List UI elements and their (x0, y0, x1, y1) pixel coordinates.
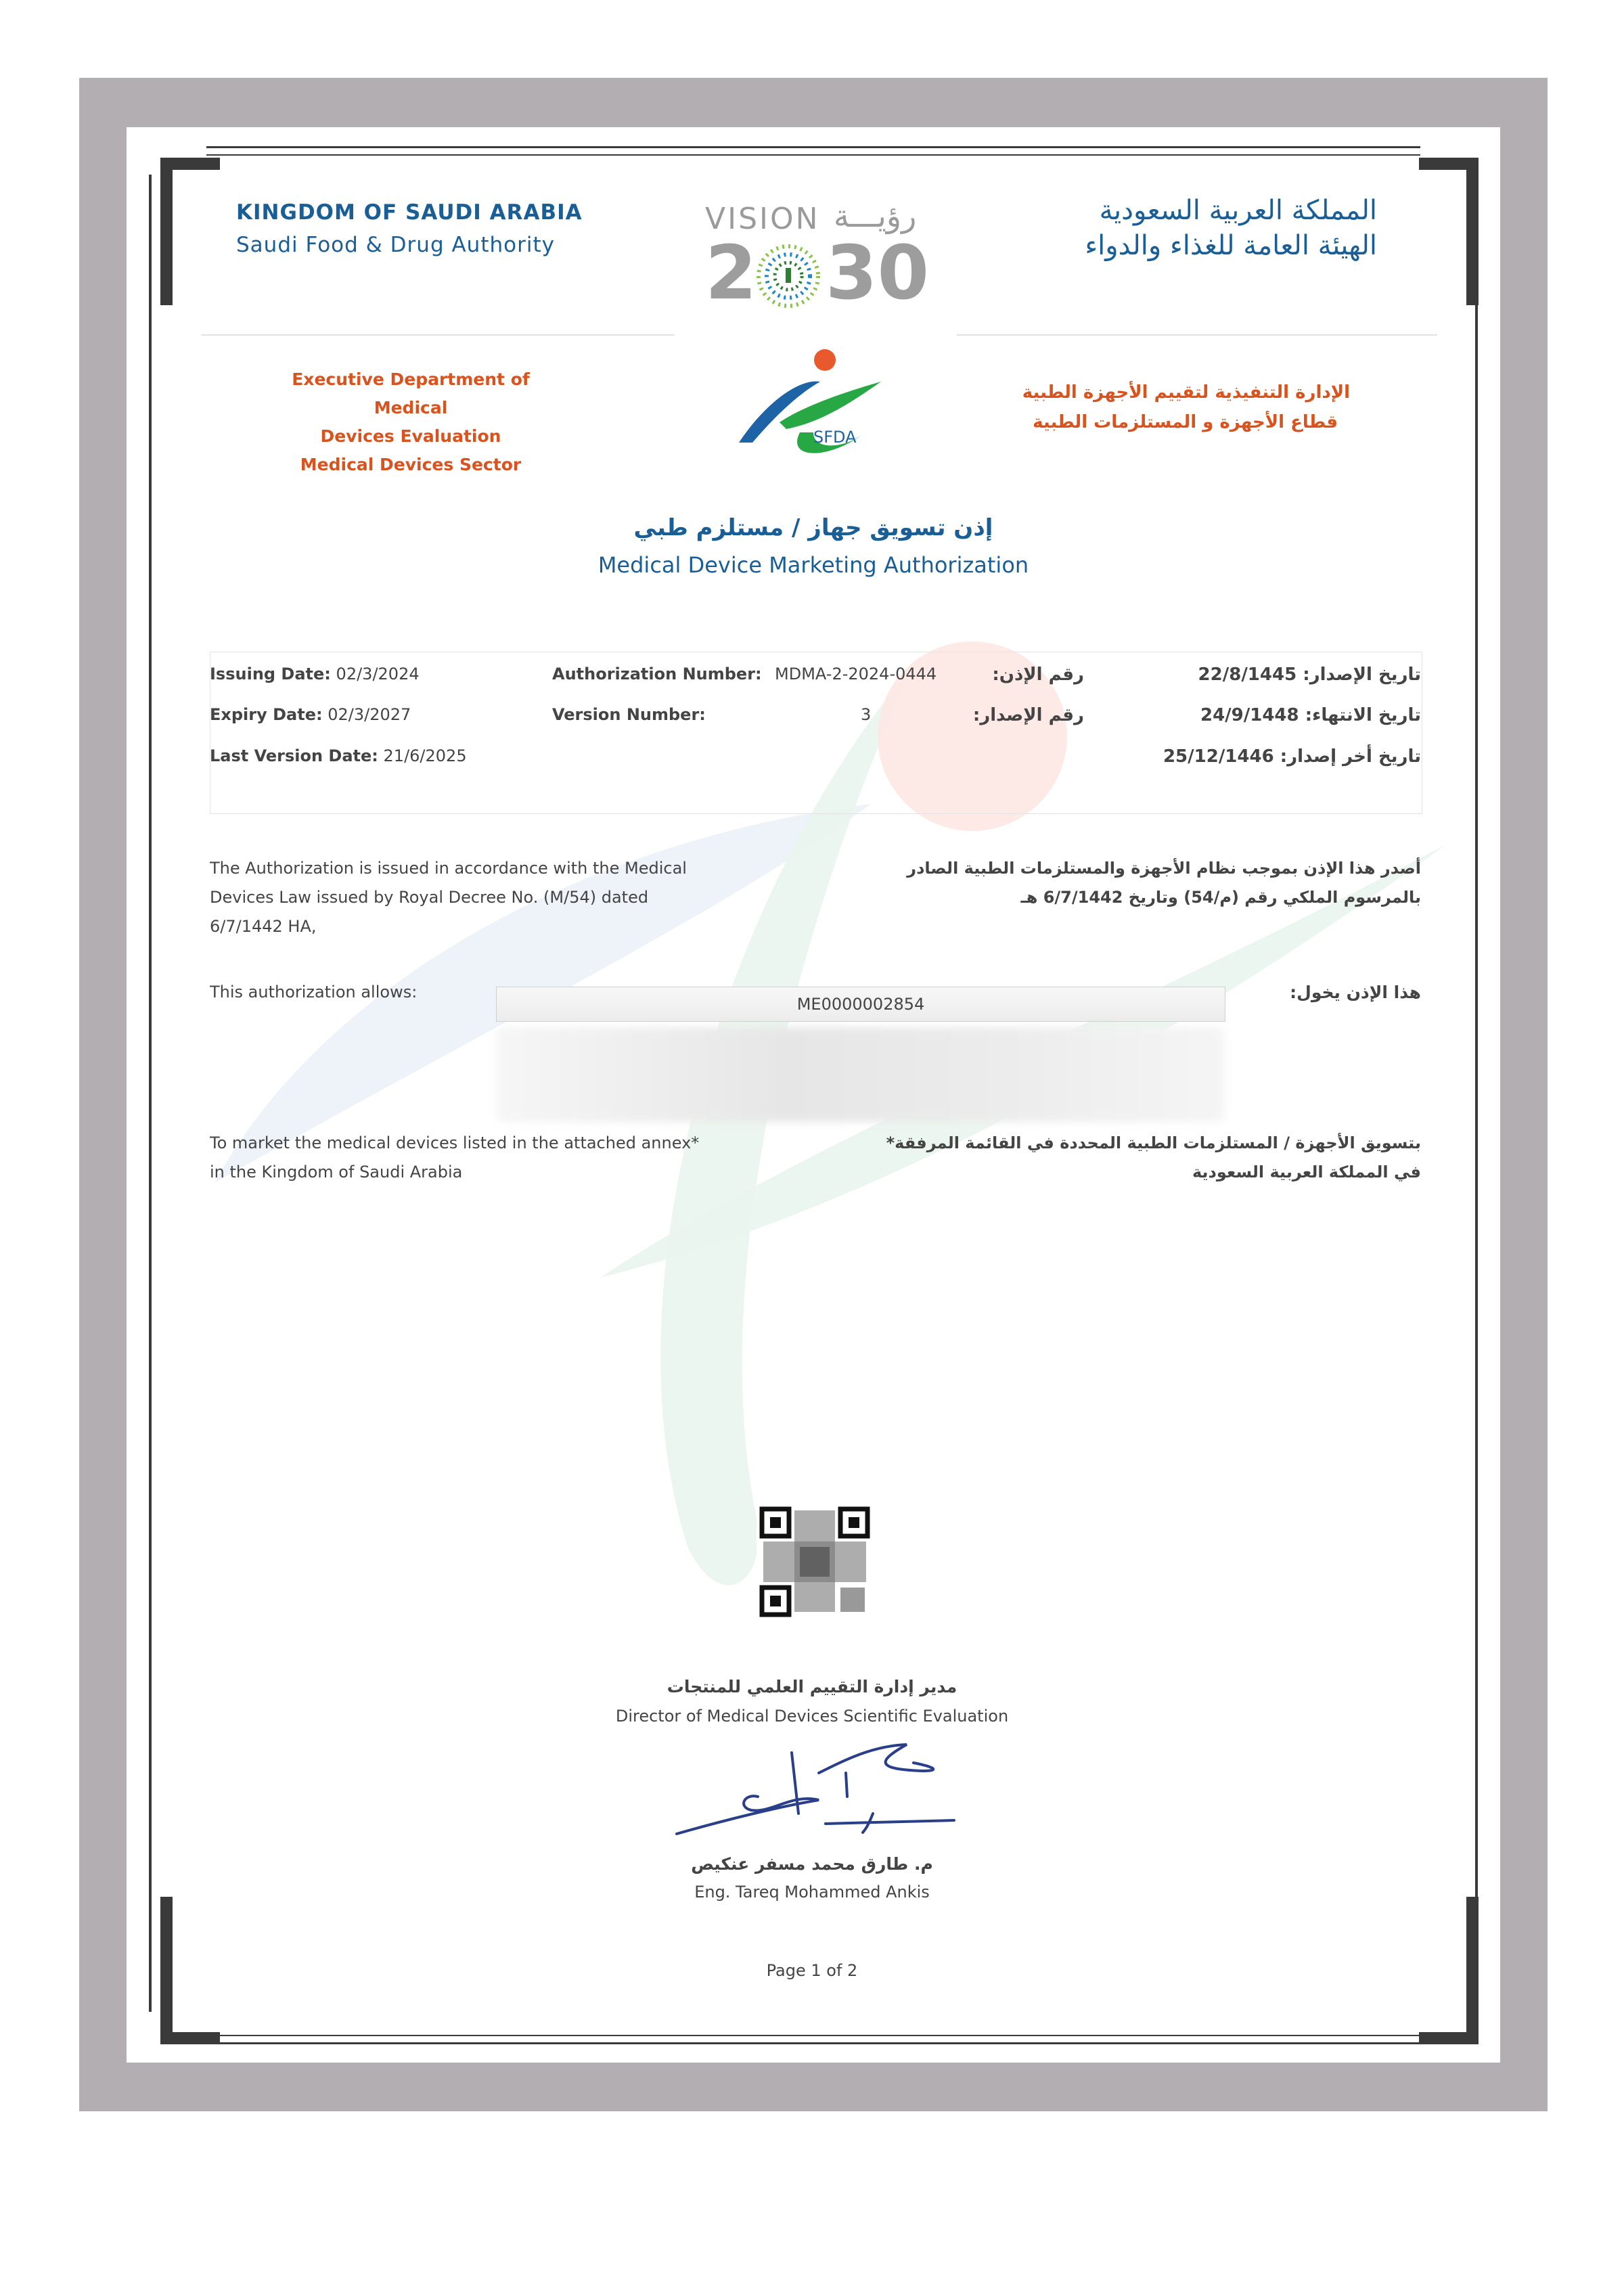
law-text-ar: أصدر هذا الإذن بموجب نظام الأجهزة والمستلزمات الطبية الصادر بالمرسوم الملكي رقم (م/54) وتاريخ 6/7/1442 هـ (907, 859, 1421, 907)
page-number: Page 1 of 2 (766, 1961, 858, 1980)
header-en-kingdom: KINGDOM OF SAUDI ARABIA (236, 200, 583, 225)
allows-label-en: This authorization allows: (210, 983, 418, 1002)
vision-2030-logo: VISION رؤيـــة 2 30 (705, 198, 930, 316)
sfda-logo (732, 341, 895, 463)
header-divider-right (957, 334, 1437, 336)
market-text-ar: بتسويق الأجهزة / المستلزمات الطبية المحددة في القائمة المرفقة* في المملكة العربية السعودية (886, 1133, 1421, 1182)
handwritten-signature (670, 1732, 968, 1847)
issuing-date: Issuing Date: 02/3/2024 (210, 665, 420, 683)
version-number-value: 3 (861, 705, 872, 724)
authorization-number-label: Authorization Number: (552, 665, 762, 683)
market-text-en: To market the medical devices listed in the attached annex* in the Kingdom of Saudi Arabia (210, 1133, 700, 1182)
issuing-date-ar: تاريخ الإصدار: 22/8/1445 (1198, 665, 1421, 685)
signatory-title-ar: مدير إدارة التقييم العلمي للمنتجات (667, 1677, 957, 1696)
department-en: Executive Department of Medical Devices Evaluation Medical Devices Sector (292, 369, 530, 474)
header-ar-kingdom: المملكة العربية السعودية (1099, 195, 1377, 226)
title-en: Medical Device Marketing Authorization (597, 552, 1029, 578)
vision-dots-icon (756, 244, 821, 309)
authorization-number-value: MDMA-2-2024-0444 (775, 665, 937, 683)
device-code-field: ME0000002854 (496, 987, 1225, 1022)
signatory-name-en: Eng. Tareq Mohammed Ankis (694, 1883, 930, 1902)
allows-label-ar: هذا الإذن يخول: (1290, 983, 1421, 1002)
expiry-date: Expiry Date: 02/3/2027 (210, 705, 411, 724)
header-ar-authority: الهيئة العامة للغذاء والدواء (1085, 230, 1377, 261)
version-number-label: Version Number: (552, 705, 706, 724)
last-version-date: Last Version Date: 21/6/2025 (210, 746, 467, 765)
signatory-title-en: Director of Medical Devices Scientific Evaluation (615, 1707, 1009, 1726)
signatory-name-ar: م. طارق محمد مسفر عنكيص (691, 1854, 933, 1874)
qr-code (757, 1504, 873, 1620)
title-ar: إذن تسويق جهاز / مستلزم طبي (633, 514, 993, 541)
expiry-date-ar: تاريخ الانتهاء: 24/9/1448 (1200, 705, 1421, 725)
department-ar: الإدارة التنفيذية لتقييم الأجهزة الطبية قطاع الأجهزة و المستلزمات الطبية (1022, 382, 1350, 432)
last-version-date-ar: تاريخ أخر إصدار: 25/12/1446 (1163, 746, 1421, 767)
header-divider-left (201, 334, 675, 336)
authorization-number-label-ar: رقم الإذن: (992, 665, 1084, 685)
header-en-authority: Saudi Food & Drug Authority (236, 233, 555, 257)
law-text-en: The Authorization is issued in accordance with the Medical Devices Law issued by Royal Decree No. (M/54) dated 6/7/1442 HA, (210, 859, 687, 936)
svg-text:SFDA: SFDA (813, 428, 857, 447)
redacted-device-details (496, 1027, 1224, 1122)
version-number-label-ar: رقم الإصدار: (972, 705, 1084, 725)
